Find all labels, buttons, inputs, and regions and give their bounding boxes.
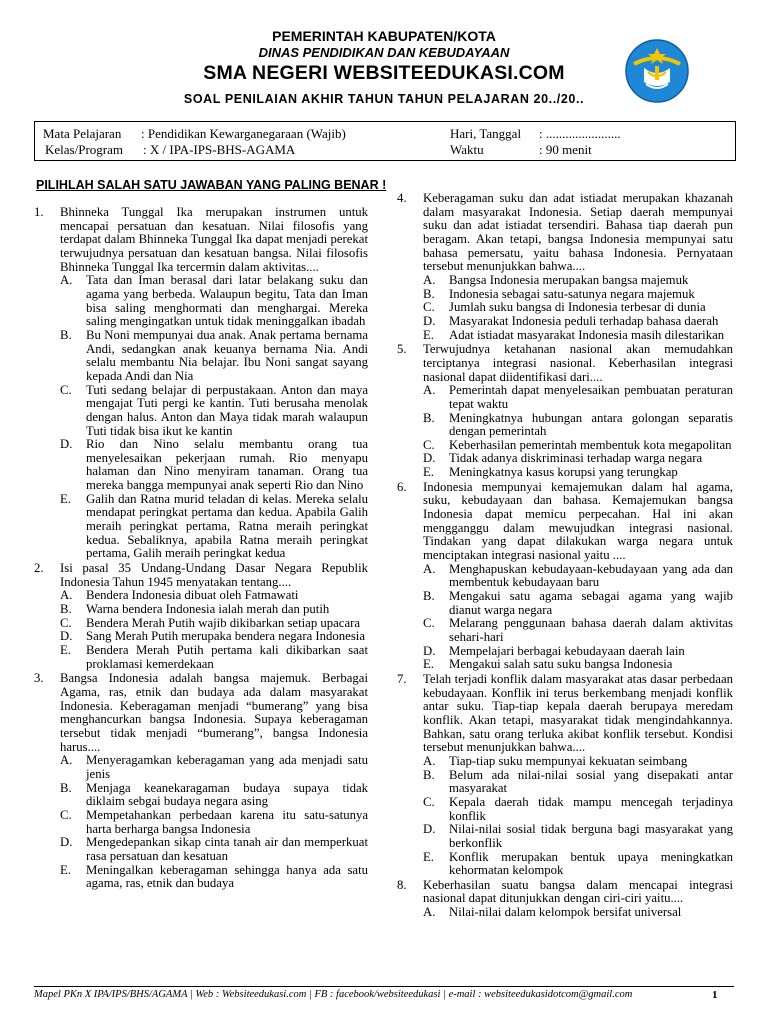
option-letter: E. [60, 862, 71, 877]
answer-option [60, 630, 368, 644]
option-letter: D. [60, 437, 73, 452]
question-text: Terwujudnya ketahanan nasional akan memudahkan terciptanya integrasi nasional. Keberhasilan integrasi nasional dapat diidentifikasi dari.... [423, 342, 733, 384]
answer-option [423, 439, 733, 453]
question-number: 8. [397, 877, 407, 892]
option-text: Mempelajari berbagai kebudayaan daerah lain [449, 643, 685, 658]
question-item [397, 673, 733, 878]
answer-option [60, 493, 368, 561]
question-item [397, 481, 733, 672]
option-text: Keberhasilan pemerintah membentuk kota megapolitan [449, 437, 732, 452]
option-text: Mengakui satu agama sebagai agama yang wajib dianut warga negara [449, 589, 733, 617]
answer-option [423, 590, 733, 617]
answer-option [60, 782, 368, 809]
answer-option [60, 809, 368, 836]
option-letter: D. [60, 629, 73, 644]
time-value: : 90 menit [539, 142, 592, 157]
footer-divider [34, 986, 734, 987]
question-text: Telah terjadi konflik dalam masyarakat atas dasar perbedaan kebudayaan. Konflik ini terus berkembang menjadi konflik antar suku. Tiap-tiap kepala daerah berupaya meredam konflik. Akan tetapi, masyarakat tidak mengindahkannya. Bahkan, satu orang terluka akibat konflik tersebut. Kondisi tersebut menunjukkan bahwa.... [423, 671, 733, 755]
option-text: Galih dan Ratna murid teladan di kelas. Mereka selalu mendapat peringkat pertama dan kedua. Apabila Galih meraih peringkat pertama, Ratna meraih peringkat kedua. Sebaliknya, apabila Ratna meraih peringkat pertama, Galih meraih peringkat kedua [86, 491, 368, 561]
option-letter: C. [60, 615, 72, 630]
option-text: Mempetahankan perbedaan karena itu satu-satunya harta berharga bangsa Indonesia [86, 807, 368, 836]
header-exam-title: SOAL PENILAIAN AKHIR TAHUN TAHUN PELAJARAN 20../20.. [183, 92, 585, 106]
question-item [34, 562, 368, 671]
option-letter: C. [423, 794, 435, 809]
option-text: Tidak adanya diskriminasi terhadap warga negara [449, 451, 703, 466]
question-number: 6. [397, 479, 407, 494]
answer-option [423, 329, 733, 343]
option-letter: A. [423, 905, 436, 920]
option-text: Meningalkan keberagaman sehingga hanya ada satu agama, ras, etnik dan budaya [86, 862, 368, 891]
option-text: Konflik merupakan bentuk upaya meningkatkan kehormatan kelompok [449, 849, 733, 878]
option-text: Adat istiadat masyarakat Indonesia masih dilestarikan [449, 327, 725, 342]
header-government: PEMERINTAH KABUPATEN/KOTA [272, 28, 496, 44]
answer-option [60, 644, 368, 671]
option-text: Bendera Merah Putih pertama kali dikibarkan saat proklamasi kemerdekaan [86, 643, 368, 671]
option-letter: B. [423, 767, 435, 782]
day-label: Hari, Tanggal [450, 126, 522, 141]
option-letter: C. [423, 616, 435, 631]
answer-option [423, 658, 733, 672]
answer-option [423, 315, 733, 329]
option-letter: B. [60, 602, 72, 617]
option-letter: D. [60, 835, 73, 850]
answer-option [60, 589, 368, 603]
answer-option [423, 796, 733, 823]
option-letter: B. [423, 286, 435, 301]
option-letter: E. [60, 491, 71, 506]
answer-option [60, 754, 368, 781]
answer-option [423, 412, 733, 439]
answer-option [423, 851, 733, 878]
answer-option [60, 836, 368, 863]
answer-option [60, 617, 368, 631]
option-text: Bendera Merah Putih wajib dikibarkan setiap upacara [86, 615, 361, 630]
option-letter: C. [60, 382, 72, 397]
question-item [34, 672, 368, 891]
answer-option [60, 603, 368, 617]
question-number: 3. [34, 671, 44, 686]
option-text: Tata dan Iman berasal dari latar belakang suku dan agama yang berbeda. Walaupun begitu, Tata dan Iman bisa saling menghormati dan menghargai. Mereka saling mengingatkan untuk tidak meninggalkan ibadah [86, 273, 368, 329]
option-letter: B. [60, 780, 72, 795]
option-letter: B. [423, 589, 435, 604]
class-label: Kelas/Program [45, 142, 123, 157]
option-letter: D. [423, 313, 436, 328]
answer-option [423, 563, 733, 590]
option-text: Tuti sedang belajar di perpustakaan. Anton dan maya mengajat Tuti pergi ke kantin. Tuti berusaha menolak dengan halus. Anton dan Maya tidak marah walaupun Tuti tidak bisa ikut ke kantin [86, 382, 368, 438]
question-number: 4. [397, 191, 407, 205]
question-text: Indonesia mempunyai kemajemukan dalam hal agama, suku, kebudayaan dan bahasa. Kemajemukan bangsa Indonesia dapat memicu perpecahan. Hal ini akan mengganggu dalam mewujudkan integrasi nasional. Tindakan yang dapat dilakukan warga negara untuk menciptakan integrasi nasional yaitu .... [423, 479, 733, 563]
exam-info-box [34, 121, 736, 161]
option-text: Warna bendera Indonesia ialah merah dan putih [86, 602, 330, 617]
question-number: 1. [34, 205, 44, 219]
answer-option [60, 329, 368, 384]
answer-option [60, 384, 368, 439]
option-text: Indonesia sebagai satu-satunya negara majemuk [449, 286, 695, 301]
option-text: Nilai-nilai sosial tidak berguna bagi masyarakat yang berkonflik [449, 822, 733, 850]
option-text: Kepala daerah tidak mampu mencegah terjadinya konflik [449, 794, 733, 823]
question-item [397, 879, 733, 920]
option-text: Belum ada nilai-nilai sosial yang disepakati antar masyarakat [449, 767, 733, 796]
answer-option [423, 823, 733, 850]
option-text: Mengedepankan sikap cinta tanah air dan memperkuat rasa persatuan dan kesatuan [86, 835, 368, 863]
time-label: Waktu [450, 142, 484, 157]
option-letter: A. [60, 588, 73, 603]
option-text: Meningkatnya kasus korupsi yang terungkap [449, 465, 678, 480]
answer-option [423, 617, 733, 644]
option-letter: B. [423, 410, 435, 425]
footer-text: Mapel PKn X IPA/IPS/BHS/AGAMA | Web : Websiteedukasi.com | FB : facebook/websiteedukasi | e-mail : websiteedukasidotcom@gmail.com [34, 989, 633, 1000]
option-letter: B. [60, 327, 72, 342]
option-letter: D. [423, 451, 436, 466]
question-number: 5. [397, 342, 407, 357]
answer-option [423, 384, 733, 411]
question-item [397, 343, 733, 480]
question-item [397, 192, 733, 342]
option-text: Melarang penggunaan bahasa daerah dalam aktivitas sehari-hari [449, 616, 733, 644]
page-number: 1 [712, 989, 718, 1001]
option-letter: C. [423, 437, 435, 452]
answer-option [423, 755, 733, 769]
answer-option [423, 288, 733, 302]
answer-option [423, 301, 733, 315]
option-letter: A. [423, 272, 436, 287]
question-item [34, 206, 368, 561]
day-value: : ....................... [539, 126, 621, 141]
answer-option [60, 274, 368, 329]
header-school-name: SMA NEGERI WEBSITEEDUKASI.COM [203, 62, 565, 84]
answer-option [423, 906, 733, 920]
answer-option [60, 864, 368, 891]
option-letter: E. [423, 327, 434, 342]
class-value: : X / IPA-IPS-BHS-AGAMA [143, 142, 296, 157]
question-number: 7. [397, 671, 407, 686]
option-letter: E. [423, 465, 434, 480]
option-text: Bangsa Indonesia merupakan bangsa majemuk [449, 272, 689, 287]
option-text: Nilai-nilai dalam kelompok bersifat universal [449, 905, 682, 920]
option-letter: D. [423, 822, 436, 837]
option-letter: A. [60, 753, 73, 768]
header-department: DINAS PENDIDIKAN DAN KEBUDAYAAN [258, 45, 510, 60]
option-text: Menjaga keanekaragaman budaya supaya tidak diklaim sebgai budaya negara asing [86, 780, 368, 809]
option-text: Jumlah suku bangsa di Indonesia terbesar di dunia [449, 300, 706, 315]
answer-option [423, 645, 733, 659]
option-letter: E. [423, 849, 434, 864]
question-text: Keberhasilan suatu bangsa dalam mencapai integrasi nasional dapat ditunjukkan dengan ciri-ciri yaitu.... [423, 877, 733, 906]
question-text: Isi pasal 35 Undang-Undang Dasar Negara Republik Indonesia Tahun 1945 menyatakan tentang.... [60, 561, 368, 589]
option-text: Bu Noni mempunyai dua anak. Anak pertama bernama Andi, sedangkan anak keuanya bernama Nia. Andi selalu membantu Nia belajar. Ibu Noni sangat sayang kepada Andi dan Nia [86, 327, 368, 383]
option-letter: C. [60, 807, 72, 822]
option-text: Mengakui salah satu suku bangsa Indonesia [449, 657, 673, 672]
questions-left-column [34, 206, 368, 892]
answer-option [423, 466, 733, 480]
answer-option [423, 769, 733, 796]
subject-label: Mata Pelajaran [43, 126, 122, 141]
question-text: Bangsa Indonesia adalah bangsa majemuk. Berbagai Agama, ras, etnik dan budaya ada dalam masyarakat Indonesia. Keberagaman menjadi “bumerang” yang bisa menghancurkan bangsa Indonesia. Supaya keberagaman tersebut tidak menjadi “bumerang”, bangsa Indonesia harus.... [60, 671, 368, 754]
option-text: Menghapuskan kebudayaan-kebudayaan yang ada dan membentuk kebudayaan baru [449, 561, 733, 590]
option-text: Bendera Indonesia dibuat oleh Fatmawati [86, 588, 299, 603]
answer-option [60, 438, 368, 493]
option-text: Masyarakat Indonesia peduli terhadap bahasa daerah [449, 313, 719, 328]
option-letter: E. [423, 657, 434, 672]
option-text: Tiap-tiap suku mempunyai kekuatan seimbang [449, 753, 688, 768]
question-number: 2. [34, 561, 44, 576]
option-letter: D. [423, 643, 436, 658]
instruction-heading: PILIHLAH SALAH SATU JAWABAN YANG PALING BENAR ! [36, 178, 387, 192]
option-letter: E. [60, 643, 71, 657]
questions-right-column [397, 192, 733, 921]
question-text: Bhinneka Tunggal Ika merupakan instrumen untuk mencapai persatuan dan kesatuan. Nilai filosofis yang terdapat dalam Bhinneka Tunggal Ika dapat menjadi perekat terwujudnya persatuan dan kesatuan bangsa. Nilai filosofis Bhinneka Tunggal Ika tercermin dalam aktivitas.... [60, 205, 368, 274]
school-logo-icon [624, 38, 690, 104]
answer-option [423, 274, 733, 288]
option-text: Meningkatnya hubungan antara golongan separatis dengan pemerintah [449, 410, 733, 439]
option-letter: A. [423, 561, 436, 576]
option-letter: A. [423, 753, 436, 768]
subject-value: : Pendidikan Kewarganegaraan (Wajib) [141, 126, 346, 141]
answer-option [423, 452, 733, 466]
option-text: Sang Merah Putih merupaka bendera negara Indonesia [86, 629, 365, 644]
option-letter: A. [423, 383, 436, 398]
option-text: Menyeragamkan keberagaman yang ada menjadi satu jenis [86, 753, 368, 781]
option-letter: A. [60, 273, 73, 288]
option-text: Rio dan Nino selalu membantu orang tua menyelesaikan pekerjaan rumah. Rio menyapu halaman dan Nino menyiram tanaman. Orang tua mereka bangga mempunyai anak seperti Rio dan Nino [86, 437, 368, 493]
option-letter: C. [423, 300, 435, 315]
option-text: Pemerintah dapat menyelesaikan pembuatan peraturan tepat waktu [449, 383, 733, 411]
question-text: Keberagaman suku dan adat istiadat merupakan khazanah dalam masyarakat Indonesia. Setiap daerah mempunyai suku dan adat istiadat tersendiri. Bahasa tiap daerah pun beragam. Akan tetapi, bangsa Indonesia mempunyai satu bahasa pemersatu, yaitu bahasa Indonesia. Pernyataan tersebut menunjukkan bahwa.... [423, 191, 733, 274]
